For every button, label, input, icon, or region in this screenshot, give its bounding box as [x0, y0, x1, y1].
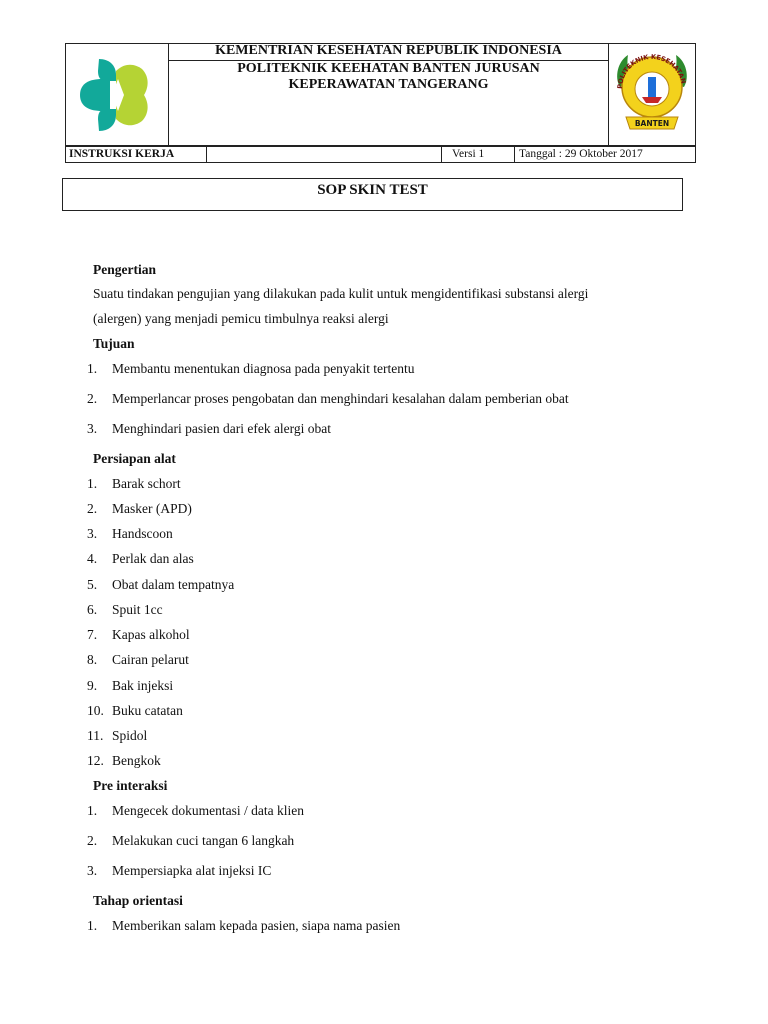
list-item: Bengkok: [112, 753, 161, 768]
logo-petal: [98, 59, 116, 81]
section-heading-persiapan: Persiapan alat: [93, 451, 176, 466]
list-item: Melakukan cuci tangan 6 langkah: [112, 833, 295, 848]
list-item: Obat dalam tempatnya: [112, 577, 235, 592]
kemenkes-logo-icon: [76, 55, 156, 135]
list-item: Mempersiapka alat injeksi IC: [112, 863, 272, 878]
logo-petal: [98, 109, 116, 131]
list-item: Masker (APD): [112, 501, 192, 516]
instruction-divider: [514, 146, 515, 163]
list-item: Spidol: [112, 728, 148, 743]
list-number: 1.: [87, 476, 98, 491]
list-item: Barak schort: [112, 476, 181, 491]
list-number: 3.: [87, 421, 98, 436]
institution-title: [169, 61, 608, 93]
seal-arc-text: POLITEKNIK KESEHATAN: [615, 52, 688, 90]
ministry-title: KEMENTRIAN KESEHATAN REPUBLIK INDONESIA: [215, 43, 562, 58]
section-heading-orientasi: Tahap orientasi: [93, 893, 183, 908]
poltekkes-seal-icon: [612, 47, 692, 137]
list-number: 10.: [87, 703, 104, 718]
list-number: 12.: [87, 753, 104, 768]
list-number: 8.: [87, 652, 98, 667]
version-label: Versi 1: [452, 148, 485, 160]
list-item: Memperlancar proses pengobatan dan menghindari kesalahan dalam pemberian obat: [112, 391, 569, 406]
definition-text: Suatu tindakan pengujian yang dilakukan pada kulit untuk mengidentifikasi substansi alergi: [93, 286, 589, 301]
list-item: Bak injeksi: [112, 678, 174, 693]
list-number: 5.: [87, 577, 98, 592]
list-number: 9.: [87, 678, 98, 693]
list-number: 2.: [87, 833, 98, 848]
instruction-divider: [441, 146, 442, 163]
list-number: 2.: [87, 501, 98, 516]
institution-title-line: POLITEKNIK KEEHATAN BANTEN JURUSAN: [237, 61, 540, 76]
list-item: Cairan pelarut: [112, 652, 189, 667]
page-title: SOP SKIN TEST: [317, 182, 428, 198]
list-item: Kapas alkohol: [112, 627, 190, 642]
list-item: Buku catatan: [112, 703, 183, 718]
list-item: Handscoon: [112, 526, 173, 541]
list-item: Perlak dan alas: [112, 551, 194, 566]
list-number: 11.: [87, 728, 104, 743]
logo-petal: [80, 79, 110, 111]
date-label: Tanggal : 29 Oktober 2017: [519, 148, 643, 160]
section-heading-tujuan: Tujuan: [93, 336, 135, 351]
doc-type-label: INSTRUKSI KERJA: [69, 148, 175, 160]
instruction-divider: [206, 146, 207, 163]
department-title-line: KEPERAWATAN TANGERANG: [288, 77, 489, 92]
list-number: 3.: [87, 526, 98, 541]
list-item: Menghindari pasien dari efek alergi obat: [112, 421, 332, 436]
list-item: Memberikan salam kepada pasien, siapa nama pasien: [112, 918, 401, 933]
definition-text: (alergen) yang menjadi pemicu timbulnya reaksi alergi: [93, 311, 389, 326]
header-divider: [608, 43, 609, 146]
list-item: Spuit 1cc: [112, 602, 163, 617]
list-number: 6.: [87, 602, 98, 617]
seal-banner-text: BANTEN: [634, 119, 670, 128]
list-number: 4.: [87, 551, 98, 566]
seal-emblem: [648, 77, 656, 97]
list-number: 1.: [87, 918, 98, 933]
section-heading-pre-interaksi: Pre interaksi: [93, 778, 168, 793]
list-number: 3.: [87, 863, 98, 878]
list-number: 1.: [87, 361, 98, 376]
list-item: Membantu menentukan diagnosa pada penyakit tertentu: [112, 361, 415, 376]
list-item: Mengecek dokumentasi / data klien: [112, 803, 304, 818]
list-number: 1.: [87, 803, 98, 818]
list-number: 7.: [87, 627, 98, 642]
section-heading-pengertian: Pengertian: [93, 262, 156, 277]
list-number: 2.: [87, 391, 98, 406]
